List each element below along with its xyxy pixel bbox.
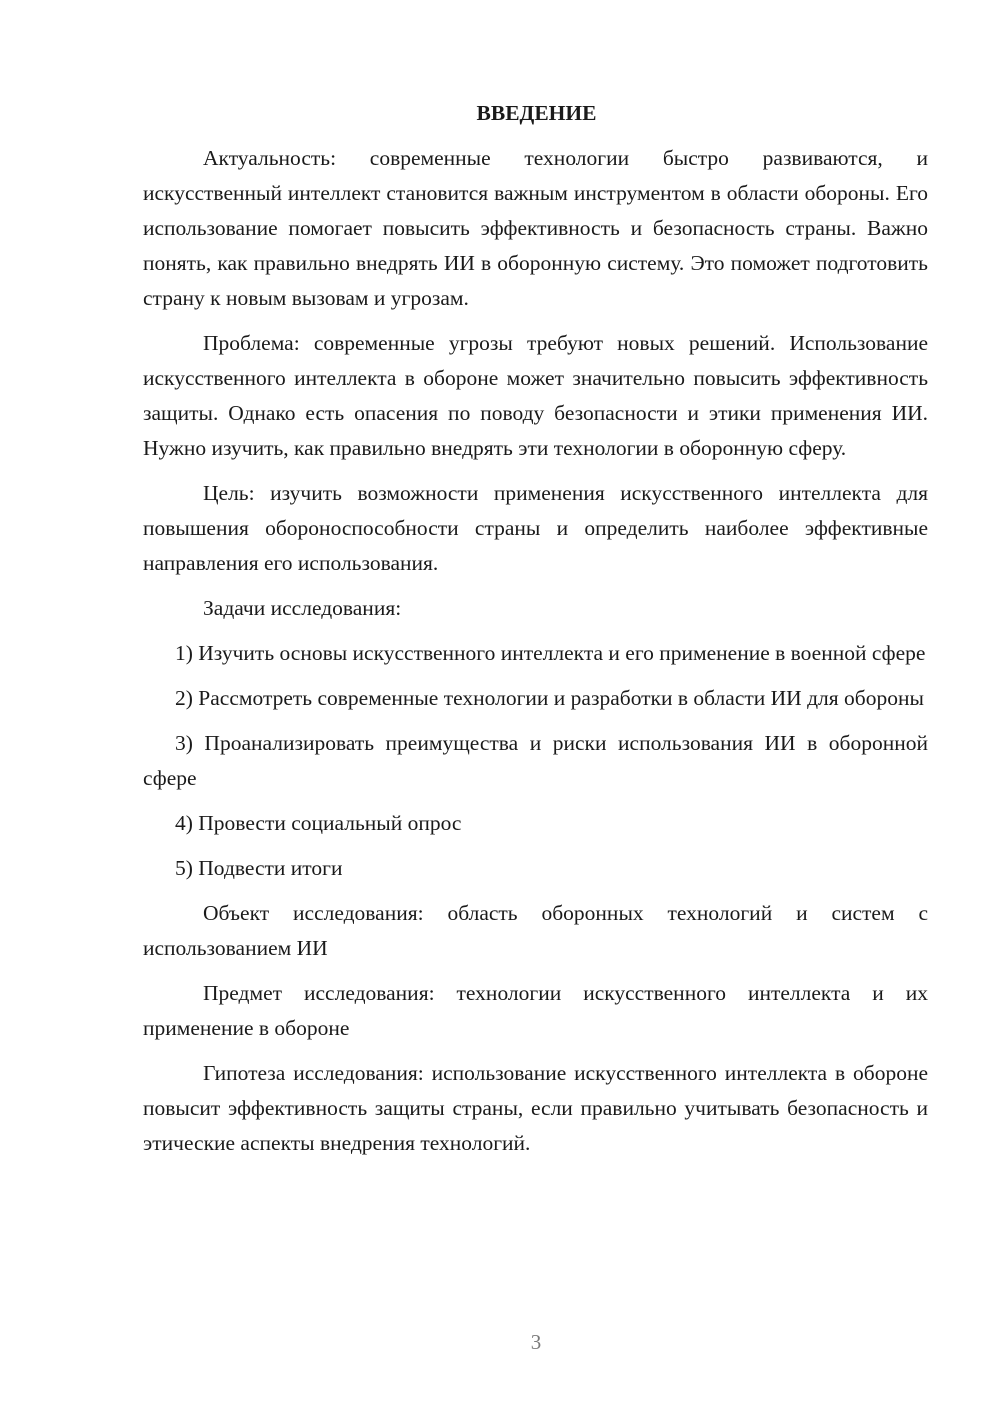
task-item-5: 5) Подвести итоги [175,856,343,880]
paragraph-subject: Предмет исследования: технологии искусственного интеллекта и их применение в обороне [143,981,928,1040]
task-item-2: 2) Рассмотреть современные технологии и разработки в области ИИ для обороны [175,686,924,710]
page-content [143,96,928,1171]
paragraph-problem: Проблема: современные угрозы требуют новых решений. Использование искусственного интеллекта в обороне может значительно повысить эффективность защиты. Однако есть опасения по поводу безопасности и этики применения ИИ. Нужно изучить, как правильно внедрять эти технологии в оборонную сферу. [143,331,928,460]
task-item-1: 1) Изучить основы искусственного интеллекта и его применение в военной сфере [175,641,926,665]
paragraph-hypothesis: Гипотеза исследования: использование искусственного интеллекта в обороне повысит эффективность защиты страны, если правильно учитывать безопасность и этические аспекты внедрения технологий. [143,1061,928,1155]
section-title: ВВЕДЕНИЕ [476,101,597,125]
task-item-4: 4) Провести социальный опрос [175,811,462,835]
task-item-3: 3) Проанализировать преимущества и риски использования ИИ в оборонной сфере [143,731,928,790]
page-number: 3 [530,1330,542,1354]
paragraph-relevance: Актуальность: современные технологии быстро развиваются, и искусственный интеллект становится важным инструментом в области обороны. Его использование помогает повысить эффективность и безопасность страны. Важно понять, как правильно внедрять ИИ в оборонную систему. Это поможет подготовить страну к новым вызовам и угрозам. [143,146,928,310]
tasks-heading: Задачи исследования: [203,596,402,620]
paragraph-object: Объект исследования: область оборонных технологий и систем с использованием ИИ [143,901,928,960]
paragraph-goal: Цель: изучить возможности применения искусственного интеллекта для повышения обороноспособности страны и определить наиболее эффективные направления его использования. [143,481,928,575]
